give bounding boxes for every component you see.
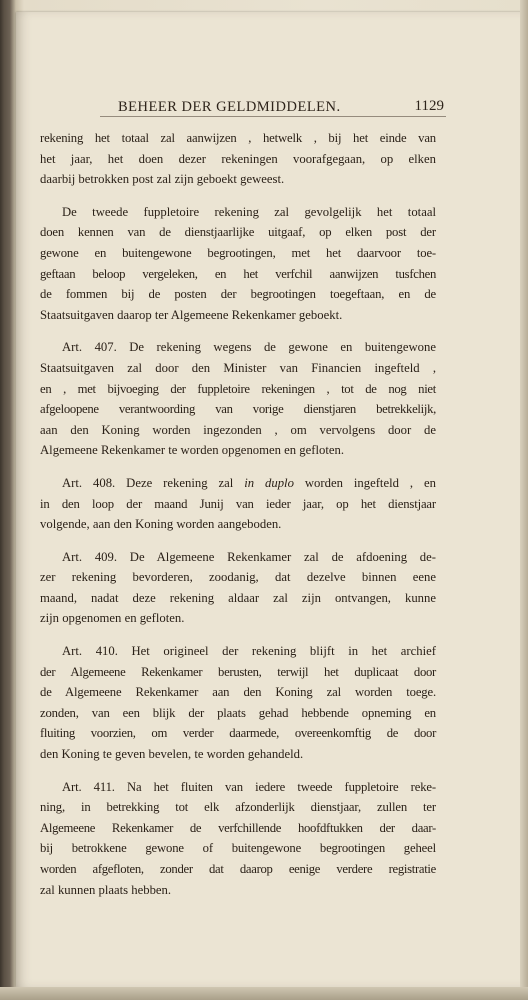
art-408-lead: Art. 408. Deze rekening zal bbox=[62, 475, 245, 490]
text-line: Art. 410. Het origineel der rekening blijft in het archief bbox=[62, 644, 436, 659]
paragraph-art-410 bbox=[40, 641, 436, 765]
text-line: Algemeene Rekenkamer de verfchillende hoofdftukken der daar- bbox=[40, 820, 436, 835]
paragraph-art-408 bbox=[40, 473, 436, 535]
text-line: ning, in betrekking tot elk afzonderlijk dienstjaar, zullen ter bbox=[40, 800, 436, 815]
text-line: Algemeene Rekenkamer te worden opgenomen en gefloten. bbox=[40, 443, 345, 458]
header-rule bbox=[100, 116, 446, 117]
page-header bbox=[100, 85, 446, 115]
page-body bbox=[40, 128, 436, 912]
paragraph-continuation bbox=[40, 128, 436, 190]
text-line: De tweede fuppletoire rekening zal gevolgelijk het totaal bbox=[62, 204, 436, 219]
text-line: rekening het totaal zal aanwijzen , hetwelk , bij het einde van bbox=[40, 131, 436, 145]
paragraph-art-409 bbox=[40, 547, 436, 629]
text-line: zonden, van een blijk der plaats gehad hebbende opneming en bbox=[40, 705, 436, 720]
art-408-tail: worden ingefteld , en bbox=[293, 475, 436, 490]
text-line: fluiting voorzien, om verder daarmede, overeenkomftig de door bbox=[40, 726, 436, 741]
text-line: in den loop der maand Junij van ieder jaar, op het dienstjaar bbox=[40, 496, 436, 511]
text-line: het jaar, het doen dezer rekeningen voorafgegaan, op elken bbox=[40, 151, 436, 166]
page-right-edge bbox=[520, 0, 528, 1000]
text-line: zal kunnen plaats hebben. bbox=[40, 882, 172, 897]
text-line: Art. 409. De Algemeene Rekenkamer zal de afdoening de- bbox=[62, 549, 436, 564]
text-line: geftaan beloop vergeleken, en het verfchil aanwijzen tusfchen bbox=[40, 266, 436, 281]
text-line: maand, nadat deze rekening aldaar zal zijn ontvangen, kunne bbox=[40, 590, 436, 605]
paragraph-second-supplementary bbox=[40, 202, 436, 326]
paragraph-art-407 bbox=[40, 337, 436, 461]
text-line bbox=[40, 473, 436, 494]
text-line: doen kennen van de dienstjaarlijke uitgaaf, op elken post der bbox=[40, 225, 436, 240]
text-line: Staatsuitgaven zal door den Minister van Financien ingefteld , bbox=[40, 360, 436, 375]
text-line: der Algemeene Rekenkamer berusten, terwijl het duplicaat door bbox=[40, 664, 436, 679]
book-page bbox=[16, 12, 522, 987]
page-number: 1129 bbox=[414, 98, 444, 114]
text-line: en , met bijvoeging der fuppletoire rekeningen , tot de nog niet bbox=[40, 381, 436, 396]
text-line: zer rekening bevorderen, zoodanig, dat dezelve binnen eene bbox=[40, 570, 436, 585]
italic-in-duplo: in duplo bbox=[244, 475, 294, 490]
text-line: Art. 411. Na het fluiten van iedere tweede fuppletoire reke- bbox=[62, 779, 436, 794]
text-line: daarbij betrokken post zal zijn geboekt geweest. bbox=[40, 172, 285, 187]
text-line: worden afgefloten, zonder dat daarop eenige verdere registratie bbox=[40, 862, 436, 876]
text-line: zijn opgenomen en gefloten. bbox=[40, 611, 185, 626]
running-title: BEHEER DER GELDMIDDELEN. bbox=[118, 99, 341, 115]
text-line: afgeloopene verantwoording van vorige dienstjaren betrekkelijk, bbox=[40, 402, 436, 417]
text-line: Art. 407. De rekening wegens de gewone en buitengewone bbox=[62, 340, 436, 355]
text-line: gewone en buitengewone begrootingen, met het daarvoor toe- bbox=[40, 245, 436, 260]
text-line: aan den Koning worden ingezonden , om vervolgens door de bbox=[40, 422, 436, 437]
text-line: den Koning te geven bevelen, te worden gehandeld. bbox=[40, 747, 304, 762]
text-line: de fommen bij de posten der begrootingen toegeftaan, en de bbox=[40, 287, 436, 302]
text-line: de Algemeene Rekenkamer aan den Koning zal worden toege. bbox=[40, 685, 436, 700]
paragraph-art-411 bbox=[40, 777, 436, 901]
page-bottom-edge bbox=[0, 987, 528, 1000]
text-line: Staatsuitgaven daarop ter Algemeene Rekenkamer geboekt. bbox=[40, 307, 343, 322]
text-line: bij betrokkene gewone of buitengewone begrootingen geheel bbox=[40, 841, 436, 856]
text-line: volgende, aan den Koning worden aangeboden. bbox=[40, 517, 282, 532]
